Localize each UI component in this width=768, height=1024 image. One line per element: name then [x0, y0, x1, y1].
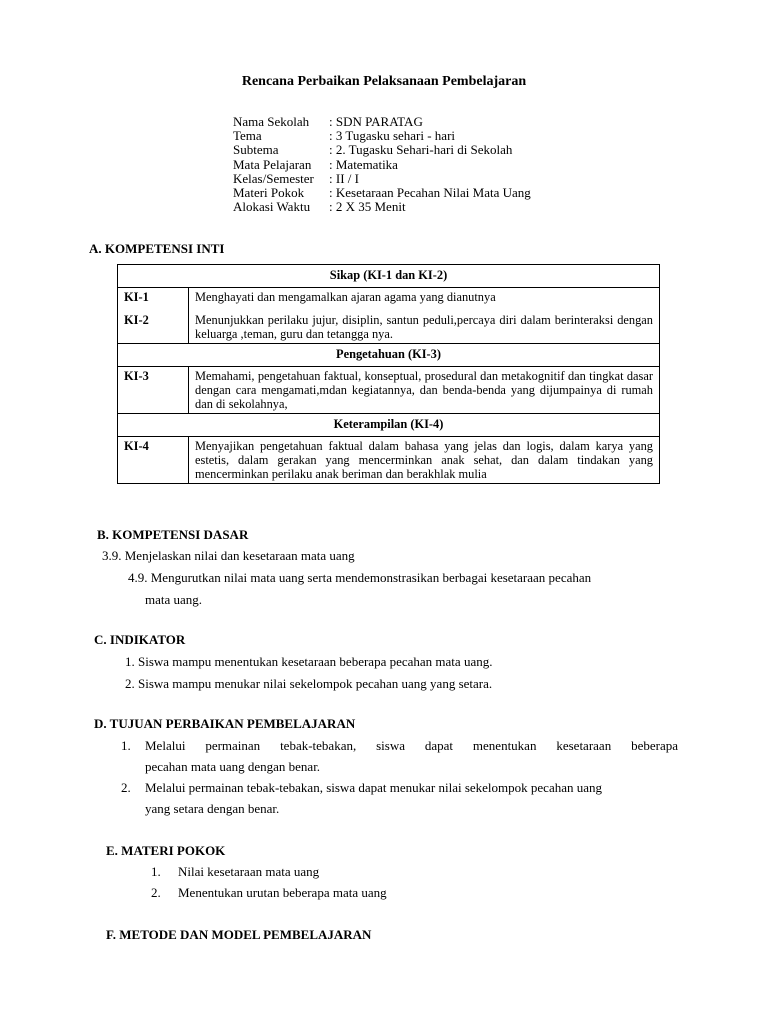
identitas-row-materi	[233, 186, 531, 200]
table-row	[118, 437, 660, 484]
materi-item-2: Menentukan urutan beberapa mata uang	[178, 885, 387, 900]
identitas-key: Tema	[233, 128, 262, 144]
ki1-2-code-cell	[118, 288, 189, 344]
table-row	[118, 288, 660, 344]
section-f-heading: F. METODE DAN MODEL PEMBELAJARAN	[106, 927, 372, 942]
pengetahuan-header: Pengetahuan (KI-3)	[118, 344, 660, 367]
table-row	[118, 344, 660, 367]
identitas-value: : 2 X 35 Menit	[329, 199, 406, 215]
materi-num-1: 1.	[151, 864, 161, 879]
identitas-value: : 2. Tugasku Sehari-hari di Sekolah	[329, 142, 513, 158]
identitas-row-sekolah	[233, 115, 531, 129]
ki3-code: KI-3	[118, 367, 189, 414]
identitas-value: : II / I	[329, 170, 359, 186]
identitas-value: : 3 Tugasku sehari - hari	[329, 128, 456, 144]
section-b-heading: B. KOMPETENSI DASAR	[97, 527, 249, 542]
identitas-block	[233, 115, 531, 214]
ki1-2-text-cell	[189, 288, 660, 344]
identitas-key: Nama Sekolah	[233, 114, 310, 129]
ki2-text: Menunjukkan perilaku jujur, disiplin, santun peduli,percaya diri dalam berinteraksi dengan keluarga ,teman, guru dan tetangga nya.	[195, 313, 653, 341]
tujuan-item-2-line2: yang setara dengan benar.	[145, 801, 280, 816]
identitas-key: Kelas/Semester	[233, 170, 314, 186]
indikator-item-1: 1. Siswa mampu menentukan kesetaraan beberapa pecahan mata uang.	[125, 654, 493, 669]
section-e-heading: E. MATERI POKOK	[106, 843, 226, 858]
identitas-row-tema	[233, 129, 531, 143]
identitas-row-subtema	[233, 143, 531, 157]
keterampilan-header: Keterampilan (KI-4)	[118, 414, 660, 437]
table-row	[118, 265, 660, 288]
identitas-value: : Kesetaraan Pecahan Nilai Mata Uang	[329, 185, 531, 201]
materi-item-1: Nilai kesetaraan mata uang	[178, 864, 320, 879]
kompetensi-inti-table	[117, 264, 660, 484]
identitas-row-mapel	[233, 158, 531, 172]
ki1-text: Menghayati dan mengamalkan ajaran agama yang dianutnya	[195, 290, 496, 304]
identitas-key: Subtema	[233, 142, 279, 158]
kd-3-9: 3.9. Menjelaskan nilai dan kesetaraan mata uang	[102, 548, 355, 563]
section-a-heading: A. KOMPETENSI INTI	[89, 241, 225, 256]
section-d-heading: D. TUJUAN PERBAIKAN PEMBELAJARAN	[94, 716, 356, 731]
tujuan-item-1-line1: Melalui permainan tebak-tebakan, siswa dapat menentukan kesetaraan beberapa	[145, 738, 678, 753]
identitas-value: : SDN PARATAG	[329, 114, 423, 129]
ki4-text: Menyajikan pengetahuan faktual dalam bahasa yang jelas dan logis, dalam karya yang estetis, dalam gerakan yang mencerminkan anak sehat, dan dalam tindakan yang mencerminkan perilaku anak beriman dan berakhlak mulia	[189, 437, 660, 484]
identitas-key: Alokasi Waktu	[233, 199, 311, 215]
ki4-code: KI-4	[118, 437, 189, 484]
tujuan-item-1-line2: pecahan mata uang dengan benar.	[145, 759, 321, 774]
section-c-heading: C. INDIKATOR	[94, 632, 186, 647]
identitas-value: : Matematika	[329, 156, 398, 172]
identitas-key: Mata Pelajaran	[233, 156, 312, 172]
table-row	[118, 414, 660, 437]
identitas-row-kelas	[233, 172, 531, 186]
materi-num-2: 2.	[151, 885, 161, 900]
document-title: Rencana Perbaikan Pelaksanaan Pembelajaran	[241, 74, 527, 89]
tujuan-num-2: 2.	[121, 780, 131, 795]
identitas-row-alokasi	[233, 200, 531, 214]
tujuan-num-1: 1.	[121, 738, 131, 753]
ki3-text: Memahami, pengetahuan faktual, konseptual, prosedural dan metakognitif dan tingkat dasar dengan cara mengamati,mdan kegiatannya, dan benda-benda yang dijumpainya di rumah dan di sekolahnya,	[189, 367, 660, 414]
indikator-item-2: 2. Siswa mampu menukar nilai sekelompok pecahan uang yang setara.	[125, 676, 493, 691]
tujuan-item-2-line1: Melalui permainan tebak-tebakan, siswa dapat menukar nilai sekelompok pecahan uang	[145, 780, 602, 795]
identitas-key: Materi Pokok	[233, 185, 305, 201]
sikap-header: Sikap (KI-1 dan KI-2)	[118, 265, 660, 288]
kd-4-9-line1: 4.9. Mengurutkan nilai mata uang serta mendemonstrasikan berbagai kesetaraan pecahan	[128, 570, 592, 585]
ki1-code: KI-1	[124, 290, 149, 304]
ki2-code: KI-2	[124, 313, 149, 327]
kd-4-9-line2: mata uang.	[145, 592, 203, 607]
table-row	[118, 367, 660, 414]
